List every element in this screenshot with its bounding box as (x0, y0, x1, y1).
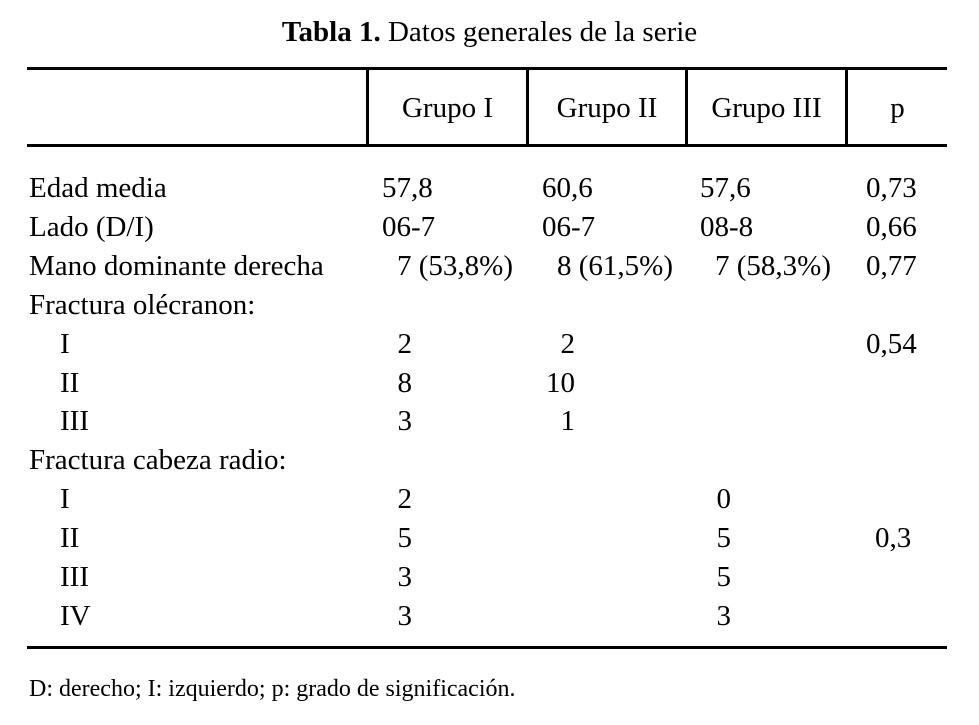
cell-g3: 5 (716, 561, 731, 593)
row-label: Fractura cabeza radio: (29, 444, 287, 476)
header-rule (27, 144, 947, 147)
cell-g1: 2 (397, 483, 412, 515)
row-label: IV (60, 600, 91, 632)
row-label: II (60, 367, 80, 399)
cell-g2: 60,6 (542, 172, 593, 204)
row-label: I (60, 328, 70, 360)
table-title-text: Datos generales de la serie (380, 16, 698, 48)
table-footnote: D: derecho; I: izquierdo; p: grado de significación. (29, 676, 516, 702)
header-p: p (890, 92, 905, 124)
header-grupo-ii: Grupo II (556, 92, 658, 124)
cell-g3: 57,6 (700, 172, 751, 204)
cell-g1: 57,8 (382, 172, 433, 204)
row-label: Mano dominante derecha (29, 250, 324, 282)
cell-g3: 3 (716, 600, 731, 632)
table-title-bold: Tabla 1. (281, 16, 381, 48)
cell-g1: 8 (397, 367, 412, 399)
table-title (0, 12, 979, 52)
row-label: III (60, 561, 89, 593)
cell-p: 0,3 (875, 522, 912, 554)
cell-g1: 3 (397, 561, 412, 593)
cell-p: 0,66 (866, 211, 917, 243)
cell-p: 0,54 (866, 328, 917, 360)
header-grupo-i: Grupo I (401, 92, 493, 124)
cell-g1: 3 (397, 600, 412, 632)
cell-p: 0,73 (866, 172, 917, 204)
cell-g2: 2 (560, 328, 575, 360)
cell-g3: 5 (716, 522, 731, 554)
cell-g1: 06-7 (382, 211, 436, 243)
cell-g3: 0 (716, 483, 731, 515)
cell-p: 0,77 (866, 250, 917, 282)
cell-g2: 1 (560, 405, 575, 437)
cell-g1: 7 (53,8%) (397, 250, 513, 282)
row-label: Fractura olécranon: (29, 289, 256, 321)
cell-g3: 08-8 (700, 211, 754, 243)
header-grupo-iii: Grupo III (711, 92, 822, 124)
cell-g1: 3 (397, 405, 412, 437)
cell-g2: 06-7 (542, 211, 596, 243)
bottom-rule (27, 646, 947, 649)
cell-g3: 7 (58,3%) (715, 250, 831, 282)
row-label: I (60, 483, 70, 515)
cell-g1: 5 (397, 522, 412, 554)
row-label: II (60, 522, 80, 554)
top-rule (27, 67, 947, 70)
cell-g2: 10 (546, 367, 575, 399)
cell-g1: 2 (397, 328, 412, 360)
row-label: Edad media (29, 172, 167, 204)
cell-g2: 8 (61,5%) (557, 250, 673, 282)
row-label: III (60, 405, 89, 437)
row-label: Lado (D/I) (29, 211, 154, 243)
